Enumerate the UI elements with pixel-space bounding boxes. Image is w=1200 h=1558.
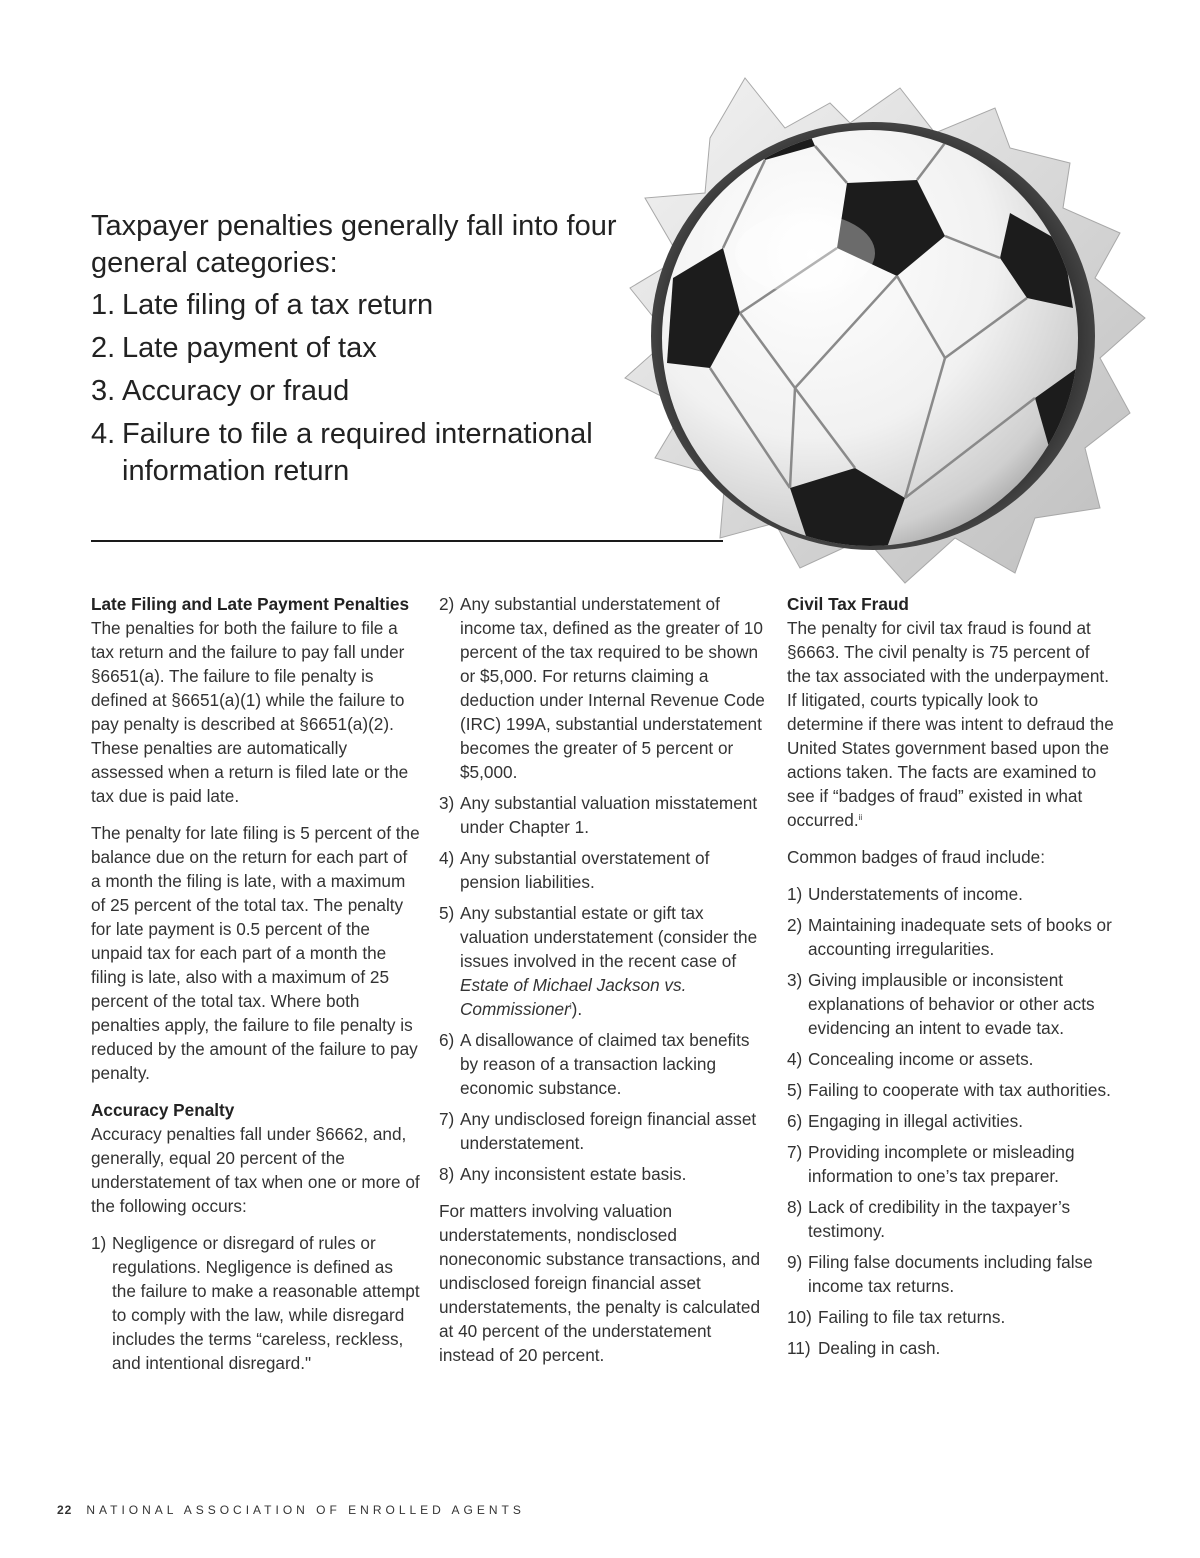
list-item — [787, 1109, 1117, 1133]
list-item — [439, 592, 769, 784]
list-item-number: 10) — [787, 1307, 812, 1327]
list-item-text: Negligence or disregard of rules or regulations. Negligence is defined as the failure to make a reasonable attempt to comply with the law, while disregard includes the terms “careless, reckless, and intentional disregard." — [112, 1233, 420, 1373]
list-item-text: Failing to cooperate with tax authorities. — [808, 1080, 1111, 1100]
list-item-text: Providing incomplete or misleading information to one’s tax preparer. — [808, 1142, 1075, 1186]
accuracy-occurrences-list-continued — [439, 592, 769, 1186]
civil-tax-fraud-text: The penalty for civil tax fraud is found at §6663. The civil penalty is 75 percent of the tax associated with the underpayment. If litigated, courts typically look to determine if there was intent to defraud the United States government based upon the actions taken. The facts are examined to see if “badges of fraud” existed in what occurred. — [787, 618, 1114, 830]
list-item-text: Filing false documents including false income tax returns. — [808, 1252, 1093, 1296]
list-item-number: 7) — [439, 1109, 455, 1129]
case-citation: Estate of Michael Jackson vs. Commissioner — [460, 975, 687, 1019]
list-item-text: Lack of credibility in the taxpayer’s testimony. — [808, 1197, 1071, 1241]
category-item — [91, 330, 651, 367]
column-left — [91, 592, 421, 1388]
category-item — [91, 373, 651, 410]
intro-block — [91, 208, 651, 496]
category-number: 3. — [91, 375, 116, 407]
intro-heading: Taxpayer penalties generally fall into four general categories: — [91, 210, 617, 279]
list-item-number: 1) — [787, 884, 803, 904]
badges-of-fraud-list — [787, 882, 1117, 1360]
civil-tax-fraud-heading: Civil Tax Fraud — [787, 594, 909, 614]
list-item — [439, 846, 769, 894]
footnote-marker: i — [569, 1002, 572, 1011]
category-text: Accuracy or fraud — [122, 375, 350, 407]
list-item-text — [460, 901, 769, 1021]
list-item-number: 5) — [439, 903, 455, 923]
column-middle — [439, 592, 769, 1380]
late-filing-heading: Late Filing and Late Payment Penalties — [91, 594, 410, 614]
list-item-number: 4) — [439, 848, 455, 868]
list-item — [787, 1195, 1117, 1243]
list-item — [439, 1107, 769, 1155]
list-item-number: 3) — [439, 793, 455, 813]
column-right — [787, 592, 1117, 1373]
list-item-number: 9) — [787, 1252, 803, 1272]
list-item-number: 6) — [787, 1111, 803, 1131]
list-item-number: 8) — [439, 1164, 455, 1184]
list-item-number: 6) — [439, 1030, 455, 1050]
list-item-text: Understatements of income. — [808, 884, 1023, 904]
soccer-ball-image — [615, 68, 1155, 588]
list-item-number: 2) — [787, 915, 803, 935]
list-item — [91, 1231, 421, 1375]
list-item-text: A disallowance of claimed tax benefits by reason of a transaction lacking economic substance. — [460, 1030, 750, 1098]
list-item — [787, 1047, 1117, 1071]
category-number: 4. — [91, 418, 116, 450]
list-item-text: Any substantial valuation misstatement under Chapter 1. — [460, 793, 758, 837]
footnote-marker: ii — [858, 813, 863, 822]
list-item-text: Giving implausible or inconsistent explanations of behavior or other acts evidencing an intent to evade tax. — [808, 970, 1095, 1038]
list-item-number: 7) — [787, 1142, 803, 1162]
list-item-text: Any substantial overstatement of pension liabilities. — [460, 848, 710, 892]
item-text-after: ). — [571, 999, 583, 1019]
page-footer — [57, 1503, 525, 1517]
list-item-number: 1) — [91, 1233, 107, 1253]
category-number: 1. — [91, 289, 116, 321]
list-item-number: 4) — [787, 1049, 803, 1069]
list-item-text: Failing to file tax returns. — [818, 1307, 1006, 1327]
list-item — [439, 1028, 769, 1100]
list-item-text: Any undisclosed foreign financial asset understatement. — [460, 1109, 757, 1153]
list-item — [439, 901, 769, 1021]
list-item — [787, 968, 1117, 1040]
publisher-name: NATIONAL ASSOCIATION OF ENROLLED AGENTS — [86, 1503, 525, 1517]
list-item — [787, 1305, 1117, 1329]
late-filing-paragraph-1: The penalties for both the failure to file a tax return and the failure to pay fall under §6651(a). The failure to file penalty is defined at §6651(a)(1) while the failure to pay penalty is described at §6651(a)(2). These penalties are automatically assessed when a return is filed late or the tax due is paid late. — [91, 618, 409, 806]
list-item-number: 8) — [787, 1197, 803, 1217]
list-item-number: 5) — [787, 1080, 803, 1100]
list-item — [439, 791, 769, 839]
badges-intro: Common badges of fraud include: — [787, 847, 1045, 867]
list-item-number: 11) — [787, 1338, 811, 1358]
page-number: 22 — [57, 1503, 73, 1517]
late-filing-paragraph-2: The penalty for late filing is 5 percent of the balance due on the return for each part of a month the filing is late, with a maximum of 25 percent of the total tax. The penalty for late payment is 0.5 percent of the unpaid tax for each part of a month the filing is late, also with a maximum of 25 percent of the total tax. Where both penalties apply, the failure to file penalty is reduced by the amount of the failure to pay penalty. — [91, 823, 420, 1083]
accuracy-occurrences-list — [91, 1231, 421, 1375]
forty-percent-paragraph: For matters involving valuation understatements, nondisclosed noneconomic substance transactions, and undisclosed foreign financial asset understatements, the penalty is calculated at 40 percent of the understatement instead of 20 percent. — [439, 1201, 761, 1365]
list-item — [787, 1140, 1117, 1188]
accuracy-penalty-heading: Accuracy Penalty — [91, 1100, 235, 1120]
list-item — [439, 1162, 769, 1186]
civil-tax-fraud-paragraph — [787, 616, 1117, 832]
list-item — [787, 882, 1117, 906]
category-item — [91, 416, 651, 490]
list-item — [787, 1078, 1117, 1102]
list-item-number: 3) — [787, 970, 803, 990]
list-item-number: 2) — [439, 594, 455, 614]
penalty-categories-list — [91, 287, 651, 490]
list-item-text: Dealing in cash. — [818, 1338, 941, 1358]
accuracy-penalty-paragraph: Accuracy penalties fall under §6662, and, generally, equal 20 percent of the understatement of tax when one or more of the following occurs: — [91, 1124, 420, 1216]
category-text: Late payment of tax — [122, 332, 377, 364]
item-text-before: Any substantial estate or gift tax valuation understatement (consider the issues involved in the recent case of — [460, 903, 758, 971]
list-item — [787, 1250, 1117, 1298]
category-text: Late filing of a tax return — [122, 289, 434, 321]
list-item-text: Concealing income or assets. — [808, 1049, 1034, 1069]
list-item — [787, 913, 1117, 961]
list-item-text: Engaging in illegal activities. — [808, 1111, 1023, 1131]
category-number: 2. — [91, 332, 116, 364]
category-item — [91, 287, 651, 324]
list-item — [787, 1336, 1117, 1360]
list-item-text: Any inconsistent estate basis. — [460, 1164, 687, 1184]
category-text: Failure to file a required international information return — [122, 418, 593, 487]
list-item-text: Maintaining inadequate sets of books or accounting irregularities. — [808, 915, 1112, 959]
list-item-text: Any substantial understatement of income tax, defined as the greater of 10 percent of the tax required to be shown or $5,000. For returns claiming a deduction under Internal Revenue Code (IRC) 199A, substantial understatement becomes the greater of 5 percent or $5,000. — [460, 594, 765, 782]
